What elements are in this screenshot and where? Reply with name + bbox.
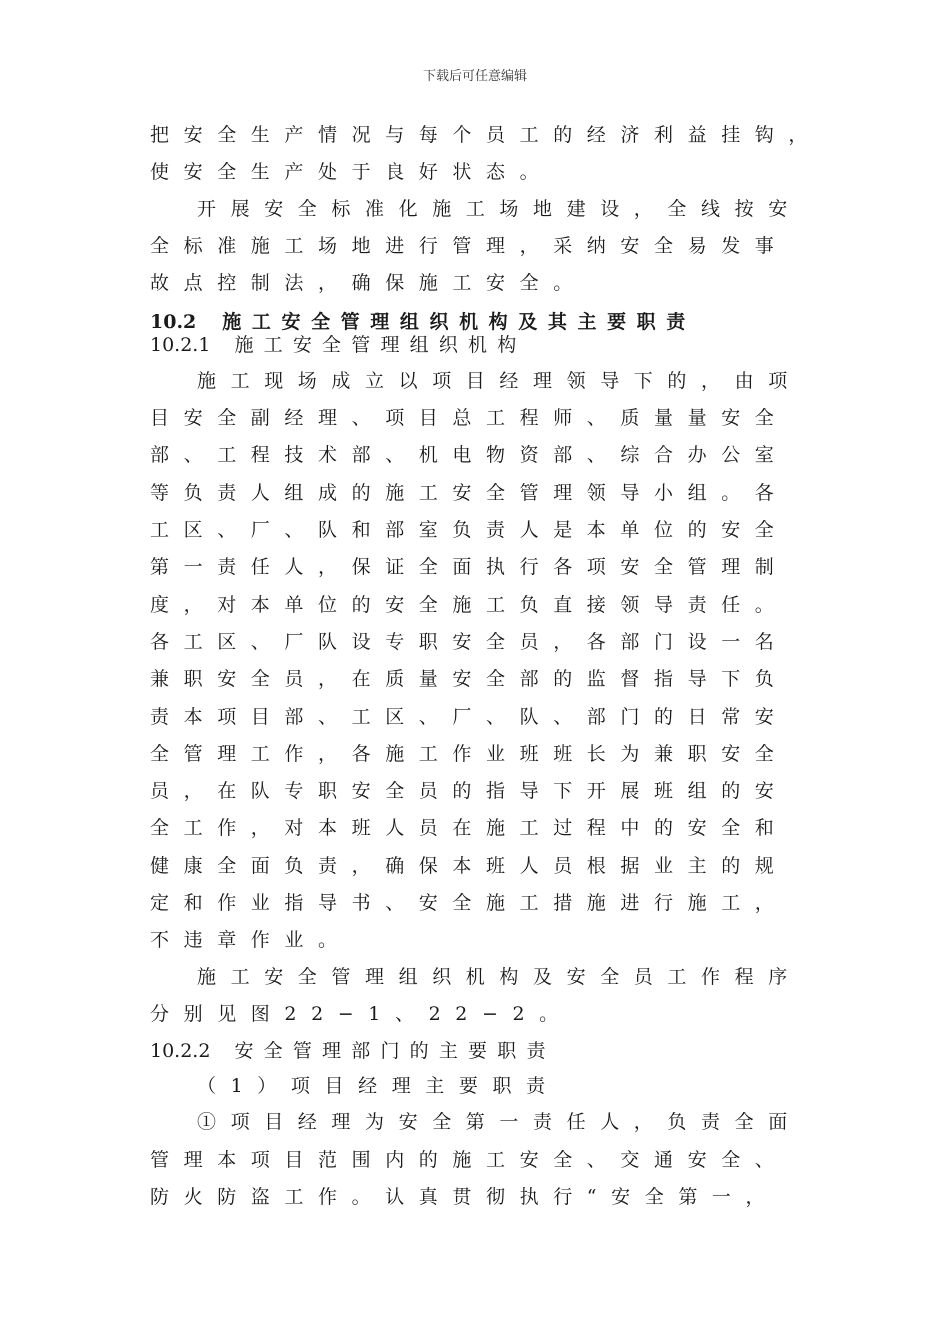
body-line: 开展安全标准化施工场地建设，全线按安 xyxy=(197,198,802,220)
body-line: 不违章作业。 xyxy=(150,929,352,951)
body-line: 定和作业指导书、安全施工措施进行施工， xyxy=(150,892,789,914)
section-number: 10.2.2 xyxy=(150,1040,211,1062)
subheading-line: （1）项目经理主要职责 xyxy=(197,1075,560,1097)
body-line: 施工安全管理组织机构及安全员工作程序 xyxy=(197,966,802,988)
body-line: 度，对本单位的安全施工负直接领导责任。 xyxy=(150,594,789,616)
body-line: 防火防盗工作。认真贯彻执行“安全第一， xyxy=(150,1186,780,1208)
section-heading-10-2-2 xyxy=(150,1039,556,1063)
body-line: 目安全副经理、项目总工程师、质量量安全 xyxy=(150,407,789,429)
body-line: 责本项目部、工区、厂、队、部门的日常安 xyxy=(150,706,789,728)
page-header: 下载后可任意编辑 xyxy=(422,69,527,84)
section-heading-10-2-1 xyxy=(150,333,526,357)
body-line: 把安全生产情况与每个员工的经济利益挂钩， xyxy=(150,124,823,146)
section-heading-10-2 xyxy=(150,310,696,334)
body-line: 故点控制法，确保施工安全。 xyxy=(150,272,587,294)
body-line: 管理本项目范围内的施工安全、交通安全、 xyxy=(150,1149,789,1171)
body-line: 使安全生产处于良好状态。 xyxy=(150,161,554,183)
body-line: 工区、厂、队和部室负责人是本单位的安全 xyxy=(150,519,789,541)
section-title: 施工安全管理组织机构及其主要职责 xyxy=(222,311,696,333)
body-line: 全标准施工场地进行管理，采纳安全易发事 xyxy=(150,235,789,257)
body-line: 健康全面负责，确保本班人员根据业主的规 xyxy=(150,855,789,877)
section-number: 10.2 xyxy=(150,311,197,333)
body-line: 等负责人组成的施工安全管理领导小组。各 xyxy=(150,482,789,504)
body-line: 员，在队专职安全员的指导下开展班组的安 xyxy=(150,780,789,802)
body-line: 施工现场成立以项目经理领导下的，由项 xyxy=(197,370,802,392)
section-title: 安全管理部门的主要职责 xyxy=(234,1040,556,1062)
section-number: 10.2.1 xyxy=(150,334,211,356)
body-line: 部、工程技术部、机电物资部、综合办公室 xyxy=(150,444,789,466)
section-title: 施工安全管理组织机构 xyxy=(234,334,527,356)
body-line: 全工作，对本班人员在施工过程中的安全和 xyxy=(150,817,789,839)
body-line: 各工区、厂队设专职安全员，各部门设一名 xyxy=(150,631,789,653)
body-line: 分别见图22−1、22−2。 xyxy=(150,1003,573,1025)
body-line: ①项目经理为安全第一责任人，负责全面 xyxy=(197,1111,802,1133)
body-line: 全管理工作，各施工作业班班长为兼职安全 xyxy=(150,743,789,765)
body-line: 第一责任人，保证全面执行各项安全管理制 xyxy=(150,556,789,578)
body-line: 兼职安全员，在质量安全部的监督指导下负 xyxy=(150,668,789,690)
